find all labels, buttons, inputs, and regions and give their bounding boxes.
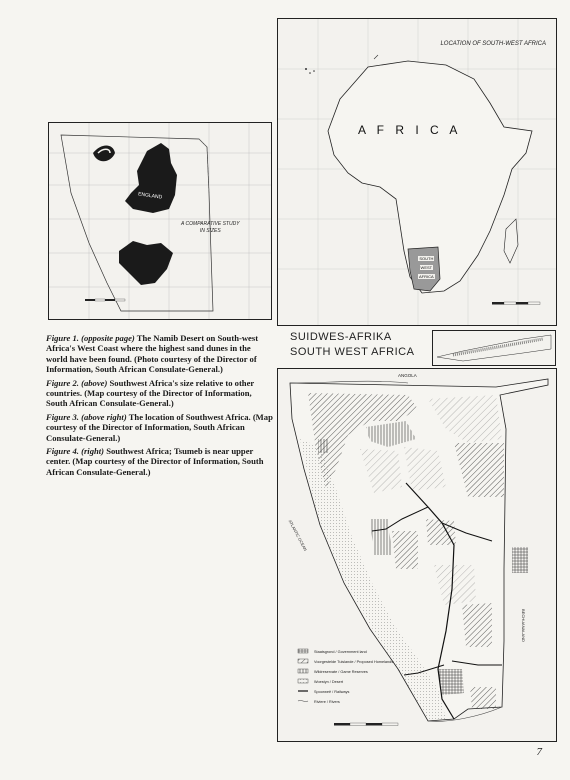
inset-map (432, 330, 556, 366)
sw-scale-bar (334, 723, 398, 726)
caption-figure-1: Figure 1. (opposite page) The Namib Desert on South-west Africa's West Coast where the highest sand dunes in the world have been found. (Photo courtesy of the Director of Information, South African Consulate-General.) (46, 333, 259, 375)
england-label: ENGLAND (137, 191, 163, 201)
second-country-silhouette (119, 241, 173, 285)
caption-figure-4: Figure 4. (right) Southwest Africa; Tsumeb is near upper center. (Map courtesy of the Director of Information, South African Consulate-General.) (46, 446, 264, 477)
map-legend (298, 649, 308, 702)
atlantic-ocean-label: ATLANTIC OCEAN (287, 519, 309, 552)
comparative-size-map (48, 122, 272, 320)
location-scale-bar (492, 302, 540, 305)
bechuanaland-label: BECHUANALAND (521, 609, 526, 642)
angola-label: ANGOLA (398, 373, 417, 378)
location-map-title: LOCATION OF SOUTH-WEST AFRICA (440, 41, 546, 47)
sw-map-title: SUIDWES-AFRIKA SOUTH WEST AFRICA (290, 331, 415, 358)
page-number: 7 (536, 746, 542, 758)
legend-text: Staatsgrond / Government land Voorgestelde Tuislande / Proposed Homelands Wildreservate / Game Reserves Woestyn / Desert Spoorweë / Railways Riviere / Rivers (314, 650, 394, 704)
caption-figure-3: Figure 3. (above right) The location of Southwest Africa. (Map courtesy of the Director of Information, South African Consulate-General.) (46, 411, 273, 443)
figure-captions (46, 333, 274, 480)
location-map (277, 18, 557, 326)
comparative-study-label: A COMPARATIVE STUDY IN SIZES (181, 221, 240, 234)
caption-figure-2: Figure 2. (above) Southwest Africa's size relative to other countries. (Map courtesy of the Director of Information, South African Consulate-General.) (46, 377, 255, 409)
scale-bar (85, 299, 125, 301)
england-silhouette (125, 143, 177, 213)
south-west-africa-map (277, 368, 557, 742)
sw-africa-label: SOUTH WEST AFRICA (419, 256, 434, 279)
africa-label: A F R I C A (358, 123, 462, 137)
